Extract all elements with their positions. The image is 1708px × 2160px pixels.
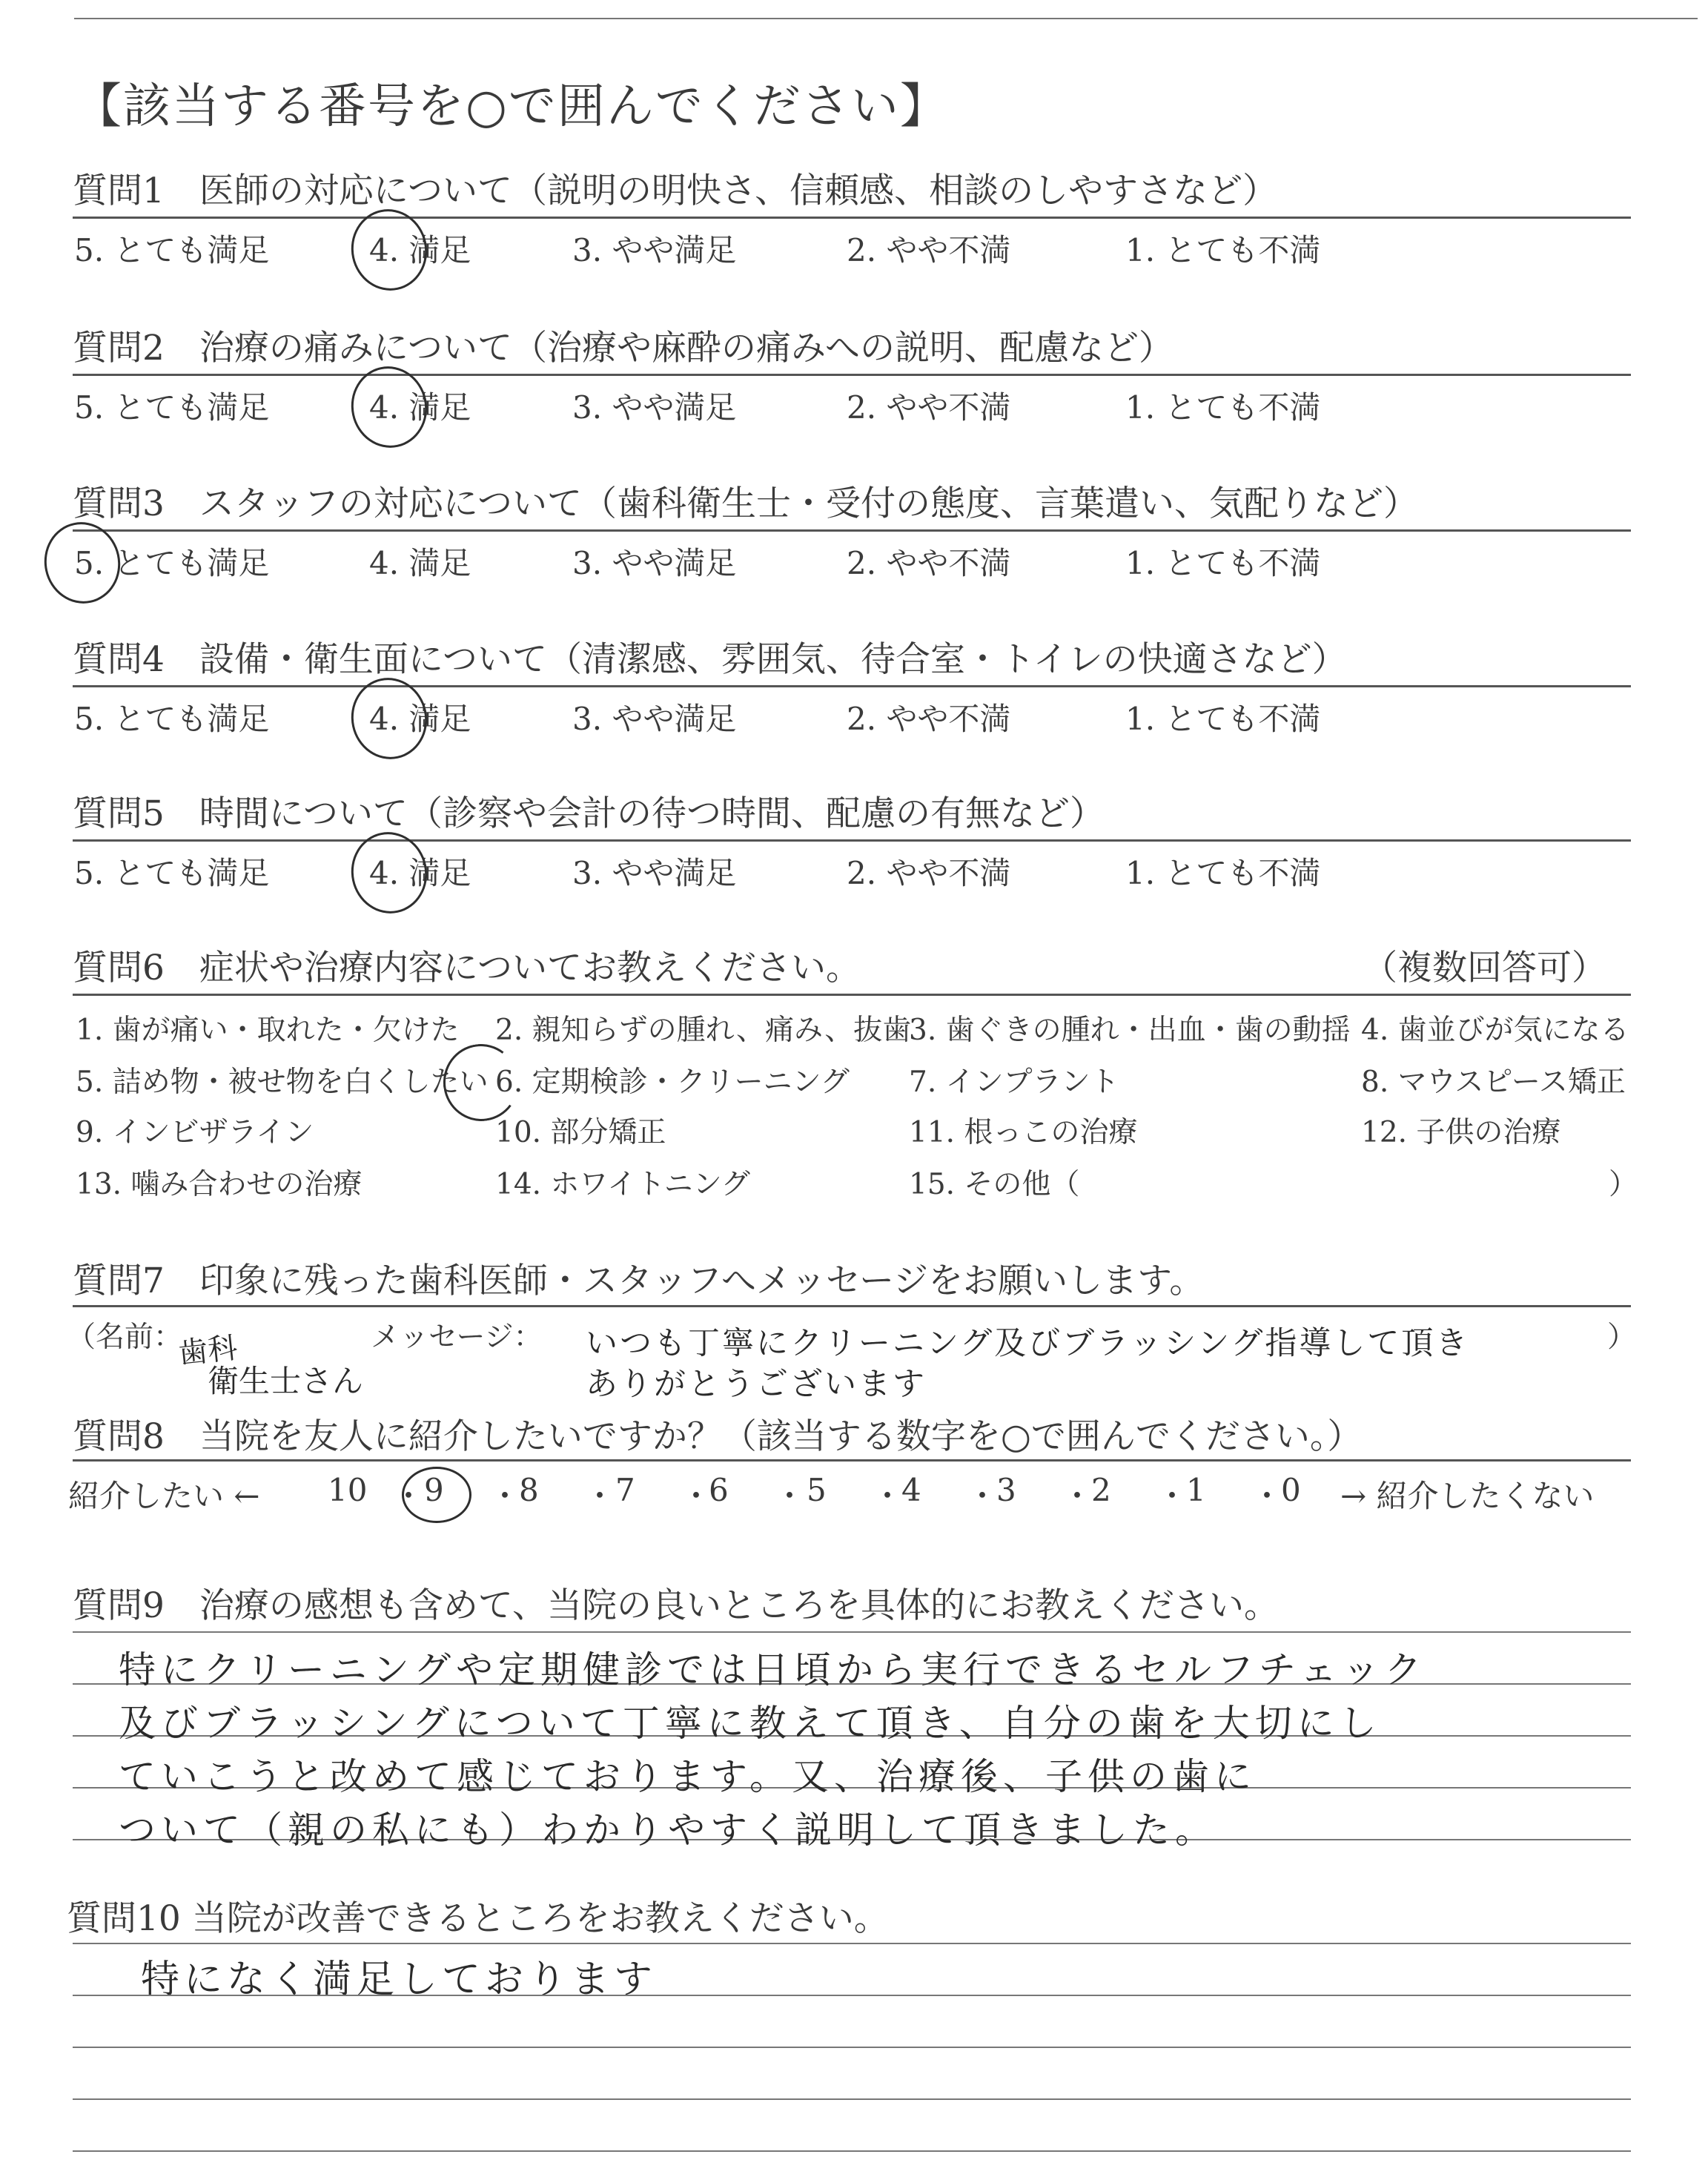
q1-option-5: 5. とても満足 [74,232,270,268]
q9-answer-line-4: ついて（親の私にも）わかりやすく説明して頂きました。 [119,1809,1217,1852]
q5-option-3: 3. やや満足 [572,855,737,891]
top-border [74,18,1698,19]
q8-scale-dot: ・ [872,1478,904,1514]
q6-option-11: 11. 根っこの治療 [909,1116,1138,1149]
q5-option-2: 2. やや不満 [847,855,1011,891]
q1-option-1: 1. とても不満 [1125,232,1321,268]
q8-scale-10: 10 [328,1472,368,1508]
q10-rule-4 [73,2098,1631,2100]
q8-left-label: 紹介したい ← [68,1478,260,1514]
q8-title: 質問8 当院を友人に紹介したいですか？（該当する数字を○で囲んでください。） [73,1416,1363,1457]
q8-scale-dot: ・ [1251,1478,1283,1514]
q7-name-line-1: 歯科 [176,1330,239,1372]
q7-message-line-2: ありがとうございます [586,1366,927,1403]
q5-option-4: 4. 満足 [369,855,471,891]
q8-scale-6: 6 [709,1472,729,1508]
q3-option-1: 1. とても不満 [1125,545,1321,581]
q8-scale-0: 0 [1281,1472,1301,1508]
q6-option-12: 12. 子供の治療 [1361,1116,1561,1149]
q2-option-4: 4. 満足 [369,389,471,426]
q6-note: （複数回答可） [1363,948,1606,988]
q8-rule [73,1459,1631,1462]
q5-title: 質問5 時間について（診察や会計の待つ時間、配慮の有無など） [73,793,1105,834]
q4-title: 質問4 設備・衛生面について（清潔感、雰囲気、待合室・トイレの快適さなど） [73,639,1347,680]
q1-title: 質問1 医師の対応について（説明の明快さ、信頼感、相談のしやすさなど） [73,171,1278,211]
q2-rule [73,374,1631,376]
q8-scale-8: 8 [519,1472,539,1508]
q8-scale-2: 2 [1091,1472,1111,1508]
q3-option-5: 5. とても満足 [74,545,270,581]
q10-rule-3 [73,2047,1631,2048]
q6-rule [73,994,1631,996]
q10-title: 質問10 当院が改善できるところをお教えください。 [67,1898,889,1939]
q8-scale-dot: ・ [393,1478,425,1514]
q8-scale-4: 4 [901,1472,921,1508]
q6-option-9: 9. インビザライン [76,1116,314,1149]
q6-option-4: 4. 歯並びが気になる [1361,1014,1629,1047]
q2-title: 質問2 治療の痛みについて（治療や麻酔の痛みへの説明、配慮など） [73,328,1174,369]
q3-option-2: 2. やや不満 [847,545,1011,581]
q2-option-3: 3. やや満足 [572,389,737,426]
q10-answer: 特になく満足しております [141,1958,658,2002]
q5-option-1: 1. とても不満 [1125,855,1321,891]
q7-rule [73,1305,1631,1307]
q8-scale-dot: ・ [1062,1478,1093,1514]
q2-option-5: 5. とても満足 [74,389,270,426]
q8-scale-5: 5 [807,1472,827,1508]
q6-title: 質問6 症状や治療内容についてお教えください。 [73,948,861,988]
q8-scale-dot: ・ [774,1478,806,1514]
q8-scale-dot: ・ [967,1478,999,1514]
q1-option-3: 3. やや満足 [572,232,737,268]
q6-option-14: 14. ホワイトニング [495,1168,750,1201]
q6-option-3: 3. 歯ぐきの腫れ・出血・歯の動揺 [909,1014,1351,1047]
q3-option-3: 3. やや満足 [572,545,737,581]
q6-option-15: 15. その他（ [909,1168,1080,1201]
q5-rule [73,839,1631,842]
q7-close: ） [1607,1321,1637,1354]
q7-message-line-1: いつも丁寧にクリーニング及びブラッシング指導して頂き [586,1325,1470,1362]
q8-scale-dot: ・ [584,1478,616,1514]
q6-option-10: 10. 部分矯正 [495,1116,666,1149]
q4-rule [73,685,1631,687]
q1-option-2: 2. やや不満 [847,232,1011,268]
q8-scale-9: 9 [424,1472,444,1508]
q8-selected-circle [402,1467,471,1523]
q2-option-1: 1. とても不満 [1125,389,1321,426]
q7-title: 質問7 印象に残った歯科医師・スタッフへメッセージをお願いします。 [73,1261,1205,1301]
q6-option-16: ） [1609,1168,1638,1201]
q6-option-13: 13. 噛み合わせの治療 [76,1168,363,1201]
q6-option-2: 2. 親知らずの腫れ、痛み、抜歯 [495,1014,912,1047]
q8-scale-1: 1 [1186,1472,1206,1508]
q6-option-8: 8. マウスピース矯正 [1361,1066,1626,1099]
q8-scale-dot: ・ [1156,1478,1188,1514]
q9-answer-line-2: 及びブラッシングについて丁寧に教えて頂き、自分の歯を大切にし [119,1702,1382,1745]
q8-scale-dot: ・ [489,1478,521,1514]
q7-message-label: メッセージ： [371,1321,543,1354]
q8-scale-7: 7 [615,1472,635,1508]
q10-rule-2 [73,1995,1631,1996]
q3-title: 質問3 スタッフの対応について（歯科衛生士・受付の態度、言葉遣い、気配りなど） [73,483,1418,524]
q10-rule-1 [73,1943,1631,1944]
page-title: 【該当する番号を○で囲んでください】 [74,79,949,134]
q8-scale-3: 3 [996,1472,1016,1508]
q4-option-5: 5. とても満足 [74,701,270,737]
q7-name-line-2: 衛生士さん [208,1363,364,1399]
q9-answer-line-3: ていこうと改めて感じております。又、治療後、子供の歯に [119,1755,1257,1798]
q6-option-1: 1. 歯が痛い・取れた・欠けた [76,1014,460,1047]
q6-option-7: 7. インプラント [909,1066,1119,1099]
q4-option-1: 1. とても不満 [1125,701,1321,737]
q9-answer-line-1: 特にクリーニングや定期健診では日頃から実行できるセルフチェック [119,1648,1427,1691]
q6-option-6: 6. 定期検診・クリーニング [495,1066,850,1099]
q8-scale-dot: ・ [681,1478,712,1514]
q1-option-4: 4. 満足 [369,232,471,268]
q1-rule [73,217,1631,219]
q7-name-label: （名前： [67,1321,183,1354]
q4-option-4: 4. 満足 [369,701,471,737]
q2-option-2: 2. やや不満 [847,389,1011,426]
q6-option-5: 5. 詰め物・被せ物を白くしたい [76,1066,489,1099]
q10-rule-5 [73,2150,1631,2152]
q3-option-4: 4. 満足 [369,545,471,581]
q4-option-2: 2. やや不満 [847,701,1011,737]
q9-rule-1 [73,1631,1631,1633]
q5-option-5: 5. とても満足 [74,855,270,891]
q3-rule [73,529,1631,532]
q9-title: 質問9 治療の感想も含めて、当院の良いところを具体的にお教えください。 [73,1585,1279,1626]
q8-right-label: → 紹介したくない [1340,1478,1595,1514]
q4-option-3: 3. やや満足 [572,701,737,737]
